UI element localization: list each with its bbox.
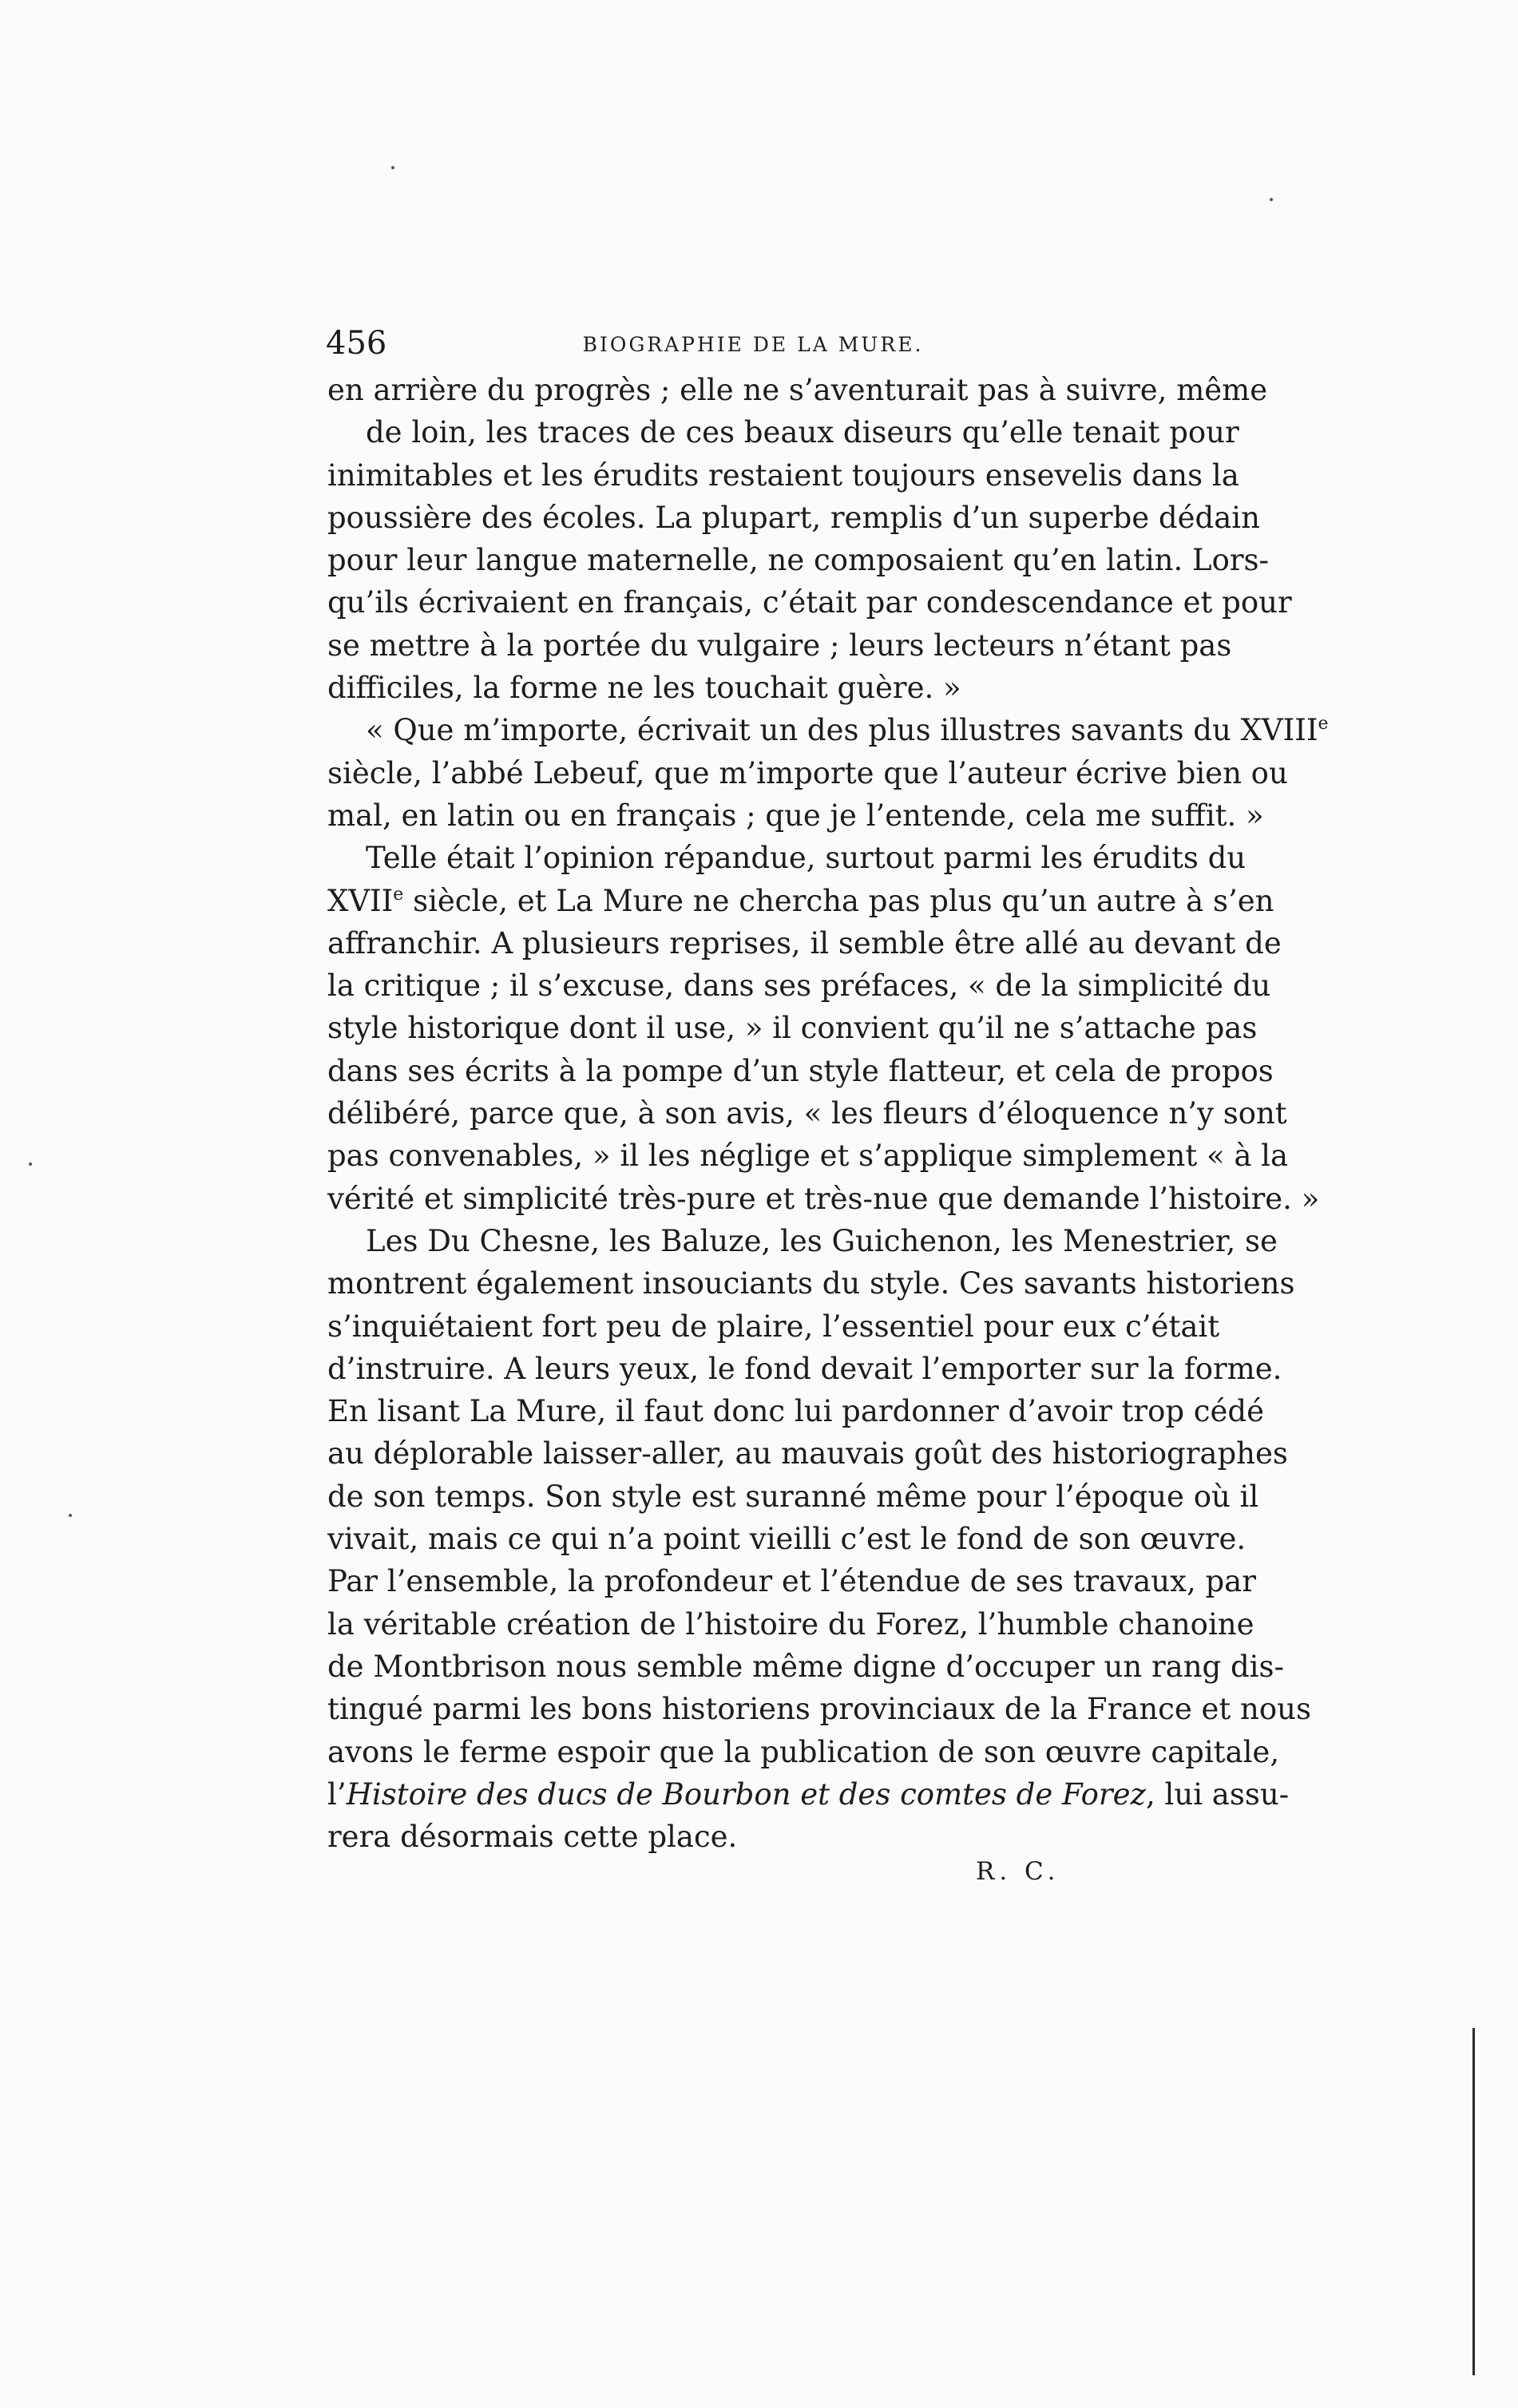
text-line: de son temps. Son style est suranné même pour l’époque où il (327, 1479, 1259, 1514)
text-line: d’instruire. A leurs yeux, le fond devait l’emporter sur la forme. (327, 1351, 1282, 1386)
ink-speck (1270, 198, 1273, 201)
text-line: de Montbrison nous semble même digne d’occuper un rang dis- (327, 1649, 1284, 1684)
text-line: tingué parmi les bons historiens provinciaux de la France et nous (327, 1692, 1311, 1727)
text-line: s’inquiétaient fort peu de plaire, l’essentiel pour eux c’était (327, 1309, 1220, 1344)
ink-speck (391, 166, 394, 169)
text-segment: « Que m’importe, écrivait un des plus illustres savants du XVIII (366, 713, 1318, 748)
text-line: qu’ils écrivaient en français, c’était par condescendance et pour (327, 585, 1292, 620)
text-segment: siècle, et La Mure ne chercha pas plus qu’un autre à s’en (403, 883, 1274, 918)
text-line: se mettre à la portée du vulgaire ; leurs lecteurs n’étant pas (327, 628, 1232, 663)
text-line: au déplorable laisser-aller, au mauvais goût des historiographes (327, 1436, 1288, 1471)
text-line: la critique ; il s’excuse, dans ses préfaces, « de la simplicité du (327, 968, 1271, 1004)
text-line: de loin, les traces de ces beaux diseurs qu’elle tenait pour (366, 415, 1239, 450)
text-line: difficiles, la forme ne les touchait guère. » (327, 671, 961, 706)
text-line: vérité et simplicité très-pure et très-nue que demande l’histoire. » (327, 1181, 1320, 1216)
text-line: pas convenables, » il les néglige et s’applique simplement « à la (327, 1139, 1289, 1174)
text-segment: l’ (327, 1776, 347, 1812)
superscript: e (1318, 714, 1329, 735)
margin-rule (1472, 2028, 1475, 2375)
text-line: siècle, l’abbé Lebeuf, que m’importe que l’auteur écrive bien ou (327, 755, 1288, 790)
text-line (327, 709, 1329, 751)
text-line: Les Du Chesne, les Baluze, les Guichenon, les Menestrier, se (366, 1223, 1278, 1258)
ink-speck (69, 1514, 72, 1517)
superscript: e (393, 884, 404, 905)
text-line: en arrière du progrès ; elle ne s’aventurait pas à suivre, même (327, 373, 1268, 407)
text-line (327, 880, 1274, 922)
body-text (327, 369, 1329, 1858)
text-line: inimitables et les érudits restaient toujours ensevelis dans la (327, 457, 1239, 493)
text-line: montrent également insouciants du style. Ces savants historiens (327, 1266, 1295, 1301)
text-line: vivait, mais ce qui n’a point vieilli c’est le fond de son œuvre. (327, 1522, 1247, 1557)
text-line: la véritable création de l’histoire du Forez, l’humble chanoine (327, 1606, 1254, 1642)
text-line: Par l’ensemble, la profondeur et l’étendue de ses travaux, par (327, 1564, 1256, 1599)
text-line: rera désormais cette place. (327, 1820, 738, 1855)
text-line: Telle était l’opinion répandue, surtout parmi les érudits du (366, 841, 1247, 876)
text-line (327, 1773, 1290, 1816)
text-segment: , lui assu- (1146, 1776, 1290, 1812)
text-line: affranchir. A plusieurs reprises, il semble être allé au devant de (327, 925, 1282, 960)
text-line: avons le ferme espoir que la publication de son œuvre capitale, (327, 1734, 1280, 1769)
page-number: 456 (326, 325, 387, 362)
text-line: délibéré, parce que, à son avis, « les fleurs d’éloquence n’y sont (327, 1096, 1287, 1131)
page-header (326, 323, 1180, 364)
text-segment: XVII (327, 883, 394, 918)
text-line: En lisant La Mure, il faut donc lui pardonner d’avoir trop cédé (327, 1394, 1264, 1429)
text-line: style historique dont il use, » il convient qu’il ne s’attache pas (327, 1011, 1258, 1046)
author-initials: R. C. (976, 1857, 1060, 1886)
text-line: pour leur langue maternelle, ne composaient qu’en latin. Lors- (327, 543, 1270, 578)
text-line: dans ses écrits à la pompe d’un style flatteur, et cela de propos (327, 1053, 1274, 1088)
text-line: poussière des écoles. La plupart, remplis d’un superbe dédain (327, 500, 1260, 535)
ink-speck (29, 1162, 32, 1166)
running-title: BIOGRAPHIE DE LA MURE. (582, 333, 924, 356)
text-line: mal, en latin ou en français ; que je l’entende, cela me suffit. » (327, 798, 1264, 833)
book-title: Histoire des ducs de Bourbon et des comtes de Forez (346, 1776, 1147, 1812)
